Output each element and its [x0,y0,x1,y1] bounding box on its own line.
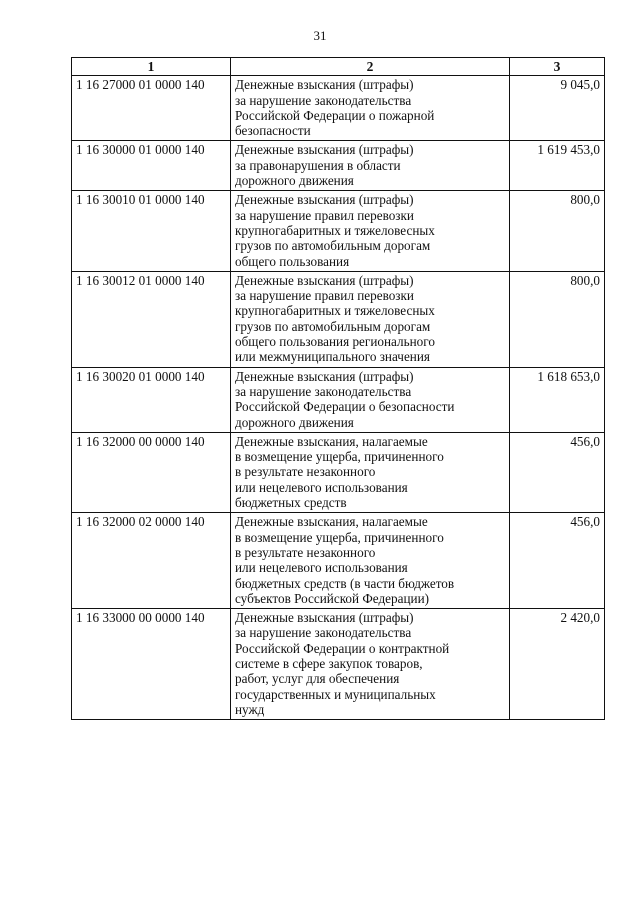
row-amount: 9 045,0 [510,76,605,141]
row-code: 1 16 30000 01 0000 140 [72,141,231,191]
row-amount: 1 619 453,0 [510,141,605,191]
row-amount: 800,0 [510,191,605,271]
table-row [72,513,605,609]
row-code: 1 16 32000 02 0000 140 [72,513,231,609]
column-header-description: 2 [231,58,510,76]
row-description: Денежные взыскания (штрафы) за нарушение законодательства Российской Федерации о безопасности дорожного движения [231,367,510,432]
row-code: 1 16 33000 00 0000 140 [72,609,231,720]
row-description: Денежные взыскания (штрафы) за нарушение законодательства Российской Федерации о контрактной системе в сфере закупок товаров, работ, услуг для обеспечения государственных и муниципальных нужд [231,609,510,720]
table-row [72,191,605,271]
row-amount: 1 618 653,0 [510,367,605,432]
row-amount: 456,0 [510,513,605,609]
row-description: Денежные взыскания (штрафы) за нарушение законодательства Российской Федерации о пожарной безопасности [231,76,510,141]
table-row [72,367,605,432]
page-number: 31 [313,28,327,43]
row-code: 1 16 30020 01 0000 140 [72,367,231,432]
row-amount: 2 420,0 [510,609,605,720]
table-row [72,76,605,141]
budget-revenue-table [71,57,605,720]
row-description: Денежные взыскания (штрафы) за правонарушения в области дорожного движения [231,141,510,191]
table-row [72,609,605,720]
row-description: Денежные взыскания (штрафы) за нарушение правил перевозки крупногабаритных и тяжеловесных грузов по автомобильным дорогам общего пользования регионального или межмуниципального значения [231,271,510,367]
row-code: 1 16 32000 00 0000 140 [72,432,231,512]
row-description: Денежные взыскания, налагаемые в возмещение ущерба, причиненного в результате незаконного или нецелевого использования бюджетных средств [231,432,510,512]
table-row [72,271,605,367]
column-header-code: 1 [72,58,231,76]
row-code: 1 16 30010 01 0000 140 [72,191,231,271]
row-amount: 456,0 [510,432,605,512]
table-row [72,432,605,512]
row-code: 1 16 30012 01 0000 140 [72,271,231,367]
row-description: Денежные взыскания, налагаемые в возмещение ущерба, причиненного в результате незаконного или нецелевого использования бюджетных средств (в части бюджетов субъектов Российской Федерации) [231,513,510,609]
table-row [72,141,605,191]
row-description: Денежные взыскания (штрафы) за нарушение правил перевозки крупногабаритных и тяжеловесных грузов по автомобильным дорогам общего пользования [231,191,510,271]
row-amount: 800,0 [510,271,605,367]
column-header-amount: 3 [510,58,605,76]
row-code: 1 16 27000 01 0000 140 [72,76,231,141]
table-header-row [72,58,605,76]
